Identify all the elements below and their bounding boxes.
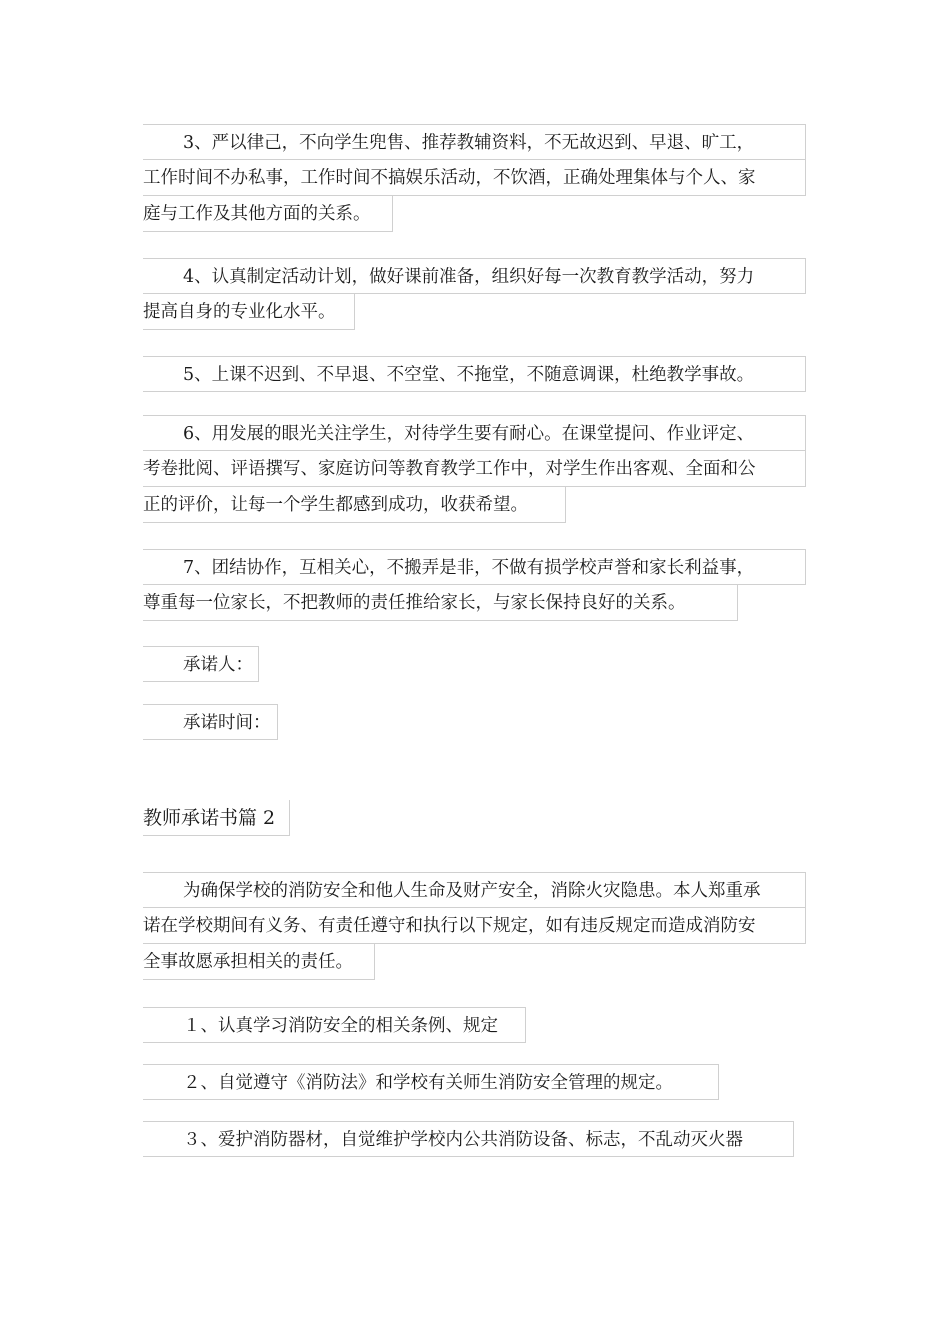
paragraph-7-line-2: 尊重每一位家长，不把教师的责任推给家长，与家长保持良好的关系。 [143, 585, 738, 621]
sign-time-label: 承诺时间： [143, 704, 278, 740]
section-2-heading: 教师承诺书篇 2 [143, 800, 290, 836]
paragraph-6-line-3: 正的评价，让每一个学生都感到成功，收获希望。 [143, 487, 566, 523]
paragraph-3-line-3: 庭与工作及其他方面的关系。 [143, 196, 393, 232]
signer-label: 承诺人： [143, 646, 259, 682]
paragraph-4-line-1: 4、认真制定活动计划，做好课前准备，组织好每一次教育教学活动，努力 [143, 258, 806, 294]
paragraph-3-line-1: 3、严以律己，不向学生兜售、推荐教辅资料，不无故迟到、早退、旷工， [143, 124, 806, 160]
paragraph-4-line-2: 提高自身的专业化水平。 [143, 294, 355, 330]
section-2-intro-line-3: 全事故愿承担相关的责任。 [143, 944, 375, 980]
section-2-item-1: １、认真学习消防安全的相关条例、规定 [143, 1007, 526, 1043]
paragraph-5-line-1: 5、上课不迟到、不早退、不空堂、不拖堂，不随意调课，杜绝教学事故。 [143, 356, 806, 392]
section-2-intro-line-2: 诺在学校期间有义务、有责任遵守和执行以下规定，如有违反规定而造成消防安 [143, 908, 806, 944]
section-2-item-3: ３、爱护消防器材，自觉维护学校内公共消防设备、标志，不乱动灭火器 [143, 1121, 794, 1157]
paragraph-7-line-1: 7、团结协作，互相关心，不搬弄是非，不做有损学校声誉和家长利益事， [143, 549, 806, 585]
paragraph-3-line-2: 工作时间不办私事，工作时间不搞娱乐活动，不饮酒，正确处理集体与个人、家 [143, 160, 806, 196]
section-2-item-2: ２、自觉遵守《消防法》和学校有关师生消防安全管理的规定。 [143, 1064, 719, 1100]
paragraph-6-line-1: 6、用发展的眼光关注学生，对待学生要有耐心。在课堂提问、作业评定、 [143, 415, 806, 451]
paragraph-6-line-2: 考卷批阅、评语撰写、家庭访问等教育教学工作中，对学生作出客观、全面和公 [143, 451, 806, 487]
section-2-intro-line-1: 为确保学校的消防安全和他人生命及财产安全，消除火灾隐患。本人郑重承 [143, 872, 806, 908]
